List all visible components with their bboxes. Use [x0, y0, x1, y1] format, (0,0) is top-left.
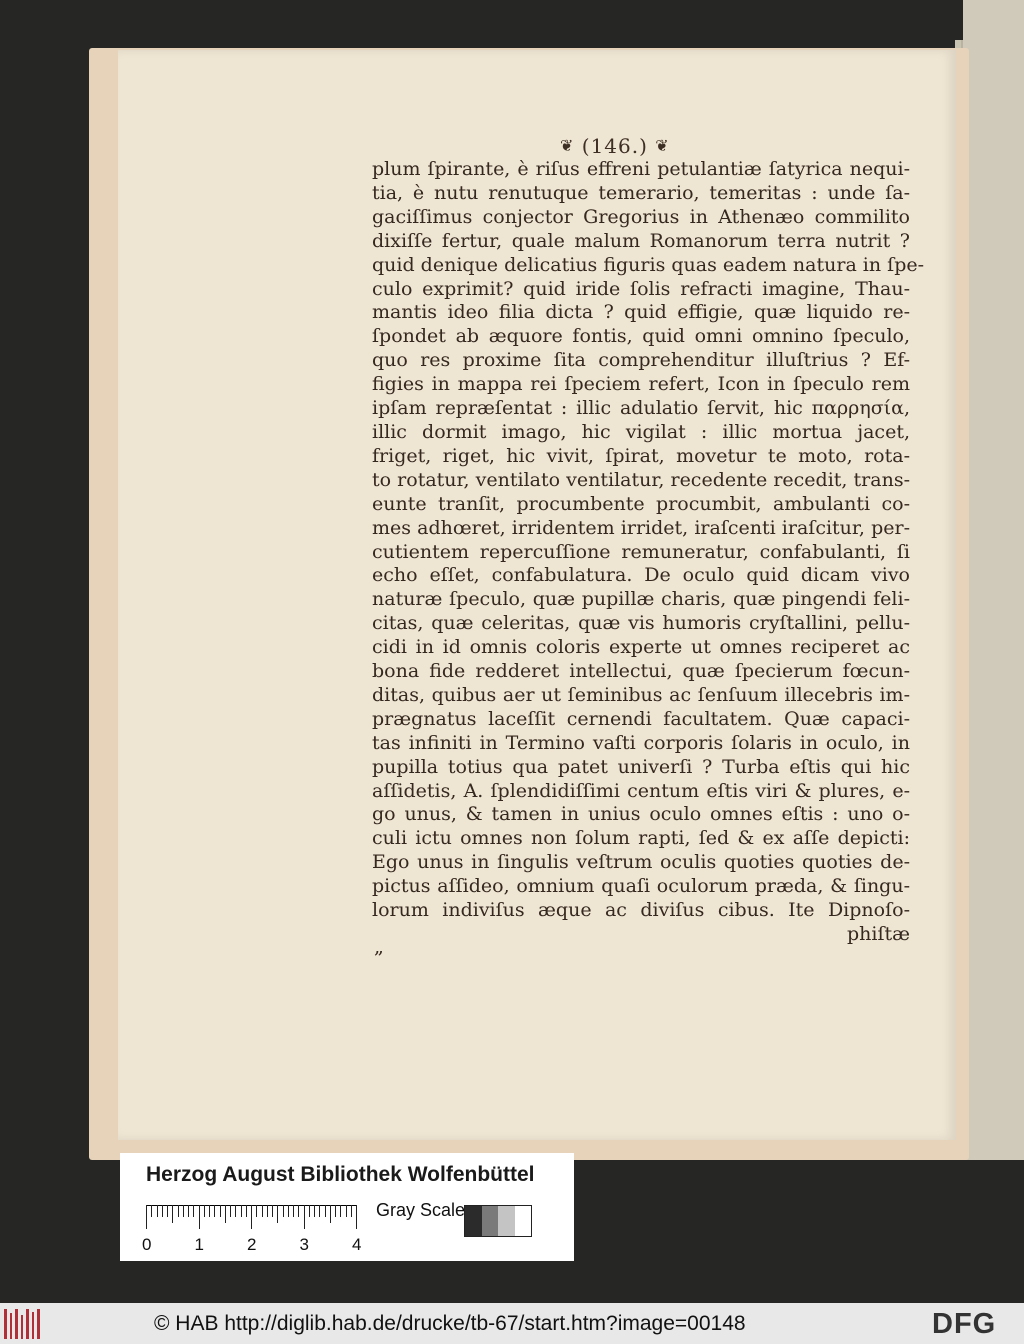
hab-logo-icon [4, 1309, 44, 1339]
ruler-tick [151, 1205, 152, 1217]
dfg-logo: DFG [932, 1308, 997, 1340]
ruler-tick [204, 1205, 205, 1217]
ruler-tick [178, 1205, 179, 1217]
ornament-icon: ❦ [560, 136, 575, 155]
ruler-tick [230, 1205, 231, 1217]
text-line: quo res proxime ſita comprehenditur illuſtrius ? Ef- [372, 349, 910, 372]
ruler-tick [251, 1205, 252, 1229]
page-text [372, 158, 925, 947]
gray-patch [515, 1206, 532, 1236]
ruler-number: 3 [299, 1235, 309, 1254]
gray-scale-label: Gray Scale [376, 1200, 466, 1220]
text-line: lorum indiviſus æque ac diviſus cibus. Ite Dipnoſo- [372, 899, 910, 922]
text-line: pictus aſſideo, omnium quaſi oculorum præda, & ſingu- [372, 875, 910, 898]
ruler-tick [346, 1205, 347, 1217]
ruler-number: 0 [142, 1235, 152, 1254]
text-line: dixiſſe fertur, quale malum Romanorum terra nutrit ? [372, 229, 910, 252]
text-line: cidi in id omnis coloris experte ut omnes reciperet ac [372, 636, 910, 659]
text-line: cutientem repercuſſione remuneratur, confabulanti, ſi [372, 540, 910, 563]
footer-bar [0, 1303, 1024, 1344]
text-line: plum ſpirante, è riſus effreni petulantiæ ſatyrica nequi- [372, 158, 910, 180]
ruler-tick [272, 1205, 273, 1217]
quote-mark: „ [374, 936, 384, 958]
ruler-tick [241, 1205, 242, 1217]
text-line: culo exprimit? quid iride ſolis refracti imagine, Thau- [372, 277, 910, 300]
ruler-tick [167, 1205, 168, 1217]
ruler-tick [319, 1205, 320, 1217]
ruler-number: 4 [352, 1235, 362, 1254]
ruler-tick [235, 1205, 236, 1217]
page-header [560, 133, 720, 159]
text-line: mantis ideo filia dicta ? quid effigie, quæ liquido re- [372, 301, 910, 324]
library-name: Herzog August Bibliothek Wolfenbüttel [146, 1163, 535, 1186]
text-line: echo eſſet, confabulatura. De oculo quid dicam vivo [372, 564, 910, 587]
text-line: ditas, quibus aer ut ſeminibus ac ſenſuum illecebris im- [372, 683, 910, 706]
text-line: tas infiniti in Termino vaſti corporis ſolaris in oculo, in [372, 731, 910, 754]
ruler-number: 1 [194, 1235, 204, 1254]
facing-page [963, 0, 1024, 1160]
ruler-tick [335, 1205, 336, 1217]
ruler-tick [188, 1205, 189, 1217]
ruler-tick [340, 1205, 341, 1217]
text-line: bona fide redderet intellectui, quæ ſpecierum fœcun- [372, 660, 910, 683]
gray-scale-chart [464, 1205, 532, 1237]
ruler-tick [314, 1205, 315, 1217]
ruler-tick [220, 1205, 221, 1217]
ruler-tick [304, 1205, 305, 1229]
copyright-url[interactable]: © HAB http://diglib.hab.de/drucke/tb-67/start.htm?image=00148 [154, 1312, 746, 1335]
text-line: Ego unus in ſingulis veſtrum oculis quoties quoties de- [372, 851, 910, 874]
text-line: gaciſſimus conjector Gregorius in Athenæo commilito [372, 205, 910, 228]
text-line: illic dormit imago, hic vigilat : illic mortua jacet, [372, 420, 910, 443]
ruler-tick [246, 1205, 247, 1217]
ruler-tick [172, 1205, 173, 1223]
text-line: ſpondet ab æquore fontis, quid omni omnino ſpeculo, [372, 325, 910, 348]
gray-patch [498, 1206, 515, 1236]
text-line: tia, è nutu renutuque temerario, temeritas : unde ſa- [372, 181, 910, 204]
ruler-tick [199, 1205, 200, 1229]
ornament-icon: ❦ [655, 136, 670, 155]
text-line: eunte tranſit, procumbente procumbit, ambulanti co- [372, 492, 910, 515]
ruler-tick [293, 1205, 294, 1217]
page-number: (146.) [581, 134, 648, 158]
text-line: phiſtæ [846, 923, 910, 945]
ruler-number: 2 [247, 1235, 257, 1254]
ruler-tick [356, 1205, 357, 1229]
text-line: citas, quæ celeritas, quæ vis humoris cryſtallini, pellu- [372, 612, 910, 635]
ruler-tick [283, 1205, 284, 1217]
text-line: ipſam repræſentat : illic adulatio ſervit, hic παρρησία, [372, 397, 910, 420]
ruler-tick [225, 1205, 226, 1223]
library-color-chart [120, 1153, 574, 1261]
ruler-tick [157, 1205, 158, 1217]
text-line: pupilla totius qua patet univerſi ? Turba eſtis qui hic [372, 755, 910, 778]
ruler-tick [214, 1205, 215, 1217]
ruler-tick [325, 1205, 326, 1217]
ruler [146, 1205, 356, 1229]
ruler-tick [267, 1205, 268, 1217]
text-line: prægnatus laceſſit cernendi facultatem. Quæ capaci- [372, 707, 910, 730]
text-line: quid denique delicatius figuris quas eadem natura in ſpe- [372, 253, 925, 276]
ruler-tick [298, 1205, 299, 1217]
ruler-tick [209, 1205, 210, 1217]
text-line: mes adhœret, irridentem irridet, iraſcenti iraſcitur, per- [372, 516, 910, 539]
gray-patch [465, 1206, 482, 1236]
text-line: aſſidetis, A. ſplendidiſſimi centum eſtis viri & plures, e- [372, 779, 910, 802]
ruler-tick [288, 1205, 289, 1217]
gray-patch [482, 1206, 499, 1236]
ruler-tick [193, 1205, 194, 1217]
ruler-tick [162, 1205, 163, 1217]
ruler-tick [351, 1205, 352, 1217]
text-line: culi ictu omnes non ſolum rapti, ſed & ex aſſe depicti: [372, 827, 910, 850]
ruler-tick [330, 1205, 331, 1223]
text-line: to rotatur, ventilato ventilatur, recedente recedit, trans- [372, 468, 910, 491]
ruler-tick [256, 1205, 257, 1217]
ruler-tick [262, 1205, 263, 1217]
ruler-tick [277, 1205, 278, 1223]
text-line: go unus, & tamen in unius oculo omnes eſtis : uno o- [372, 803, 910, 826]
ruler-tick [146, 1205, 147, 1229]
text-line: naturæ ſpeculo, quæ pupillæ charis, quæ pingendi feli- [372, 588, 910, 611]
ruler-tick [309, 1205, 310, 1217]
ruler-tick [183, 1205, 184, 1217]
text-line: friget, riget, hic vivit, ſpirat, movetur te moto, rota- [372, 444, 910, 467]
text-line: figies in mappa rei ſpeciem refert, Icon in ſpeculo rem [372, 373, 910, 396]
